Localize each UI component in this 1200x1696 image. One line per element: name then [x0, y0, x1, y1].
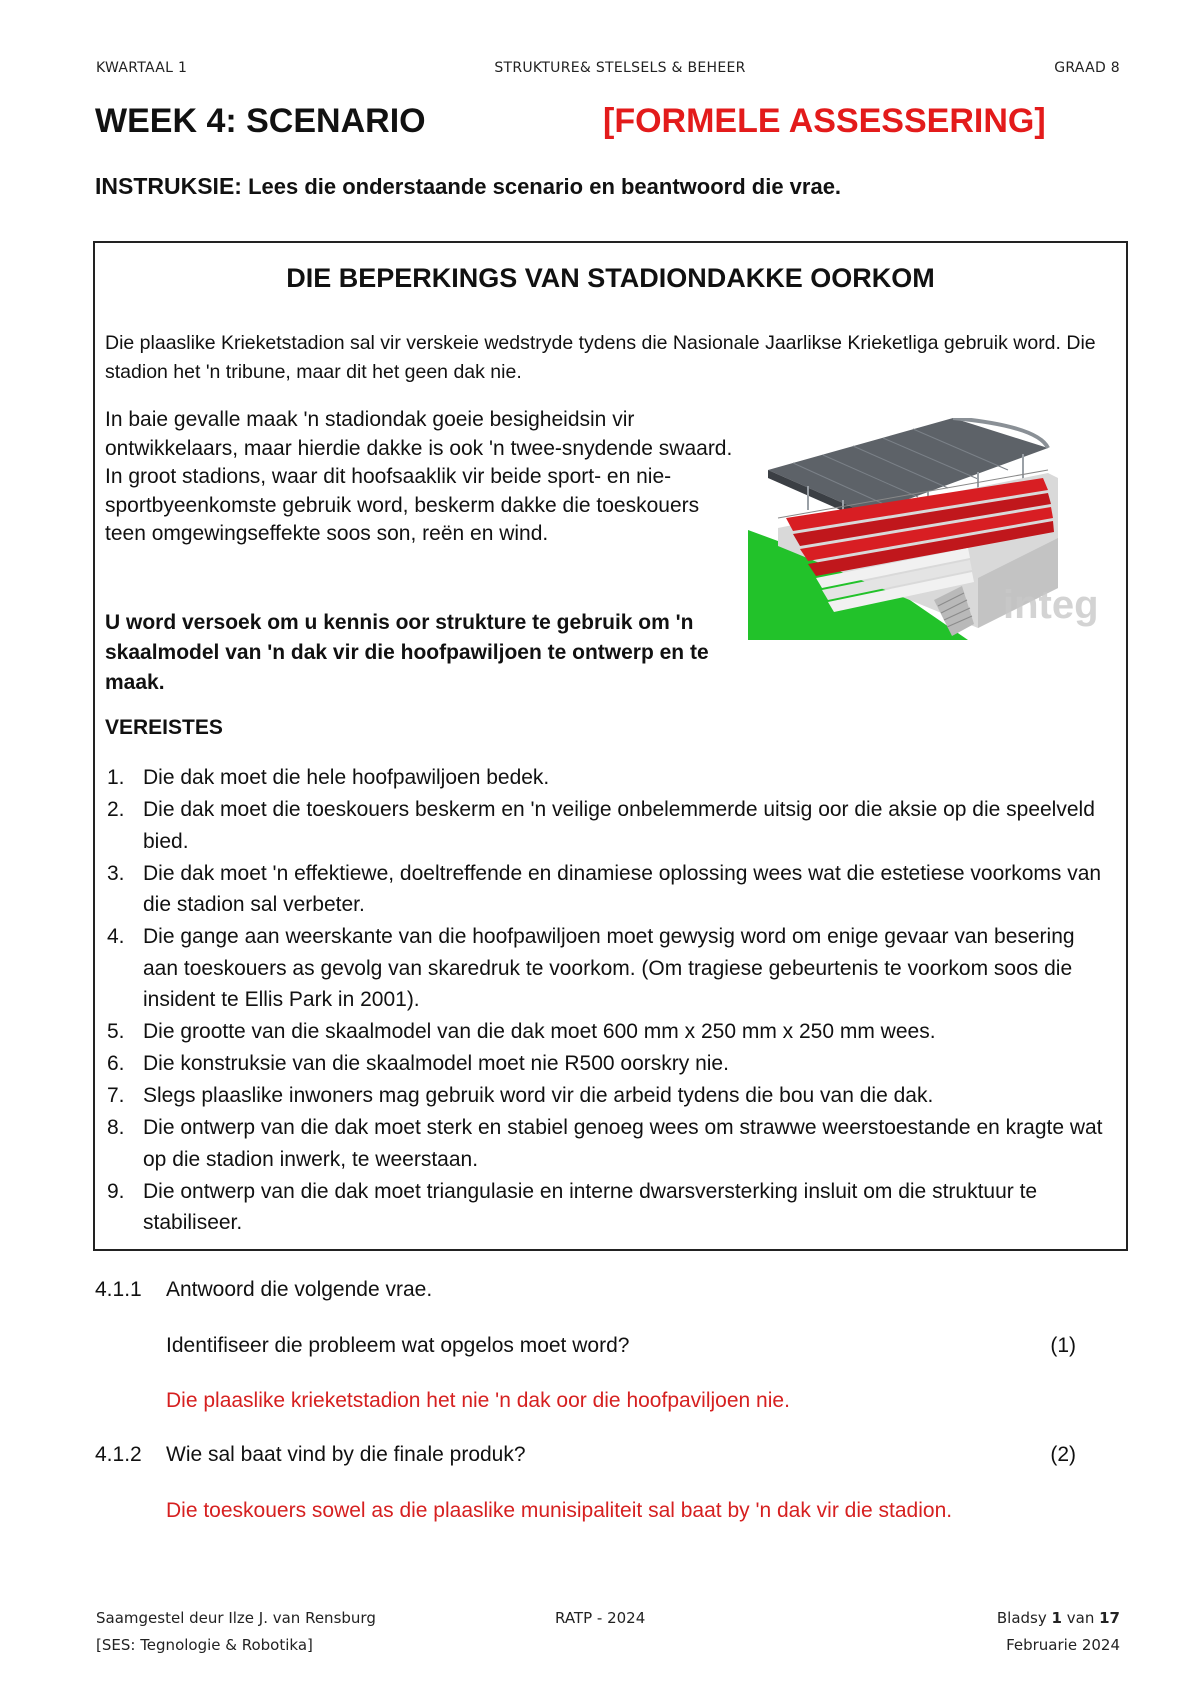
page-title: WEEK 4: SCENARIO — [95, 102, 426, 140]
instruction-lead: INSTRUKSIE: — [95, 173, 242, 199]
footer-dept: [SES: Tegnologie & Robotika] — [96, 1636, 313, 1654]
list-item: 2. Die dak moet die toeskouers beskerm en 'n veilige onbelemmerde uitsig oor die aksie op die speelveld bied. — [107, 798, 1095, 853]
footer-code: RATP - 2024 — [555, 1609, 646, 1627]
question-text-411: Antwoord die volgende vrae. — [166, 1278, 433, 1301]
list-item: 8. Die ontwerp van die dak moet sterk en stabiel genoeg wees om strawwe weerstoestande en kragte wat op die stadion inwerk, te weerstaan. — [107, 1116, 1103, 1171]
list-item: 6. Die konstruksie van die skaalmodel moet nie R500 oorskry nie. — [107, 1052, 729, 1075]
header-quarter: KWARTAAL 1 — [96, 60, 188, 76]
scenario-box — [93, 241, 1128, 1251]
requirements-list — [105, 762, 1115, 1239]
footer-date: Februarie 2024 — [1006, 1636, 1120, 1654]
header-subject: STRUKTURE& STELSELS & BEHEER — [494, 60, 746, 76]
list-item: 1. Die dak moet die hele hoofpawiljoen bedek. — [107, 766, 550, 789]
list-item: 4. Die gange aan weerskante van die hoofpawiljoen moet gewysig word om enige gevaar van besering aan toeskouers as gevolg van skaredruk te voorkom. (Om tragiese gebeurtenis te voorkom soos die insident te Ellis Park in 2001). — [107, 925, 1075, 1011]
header-grade: GRAAD 8 — [1054, 60, 1120, 76]
question-sub-411: Identifiseer die probleem wat opgelos moet word? — [166, 1334, 630, 1357]
scenario-heading: DIE BEPERKINGS VAN STADIONDAKKE OORKOM — [286, 263, 935, 293]
footer-author: Saamgestel deur Ilze J. van Rensburg — [96, 1609, 376, 1627]
assessment-tag: [FORMELE ASSESSERING] — [603, 102, 1046, 140]
footer-page-number: Bladsy 1 van 17 — [996, 1609, 1120, 1627]
question-mark-412: (2) — [1050, 1443, 1076, 1466]
list-item: 3. Die dak moet 'n effektiewe, doeltreffende en dinamiese oplossing wees wat die estetiese voorkoms van die stadion sal verbeter. — [107, 861, 1102, 916]
question-mark-411: (1) — [1050, 1334, 1076, 1357]
list-item: 9. Die ontwerp van die dak moet triangulasie en interne dwarsversterking insluit om die struktuur te stabiliseer. — [107, 1179, 1038, 1234]
stadium-illustration — [748, 418, 1118, 640]
instruction-text: Lees die onderstaande scenario en beantwoord die vrae. — [248, 174, 842, 199]
scenario-task: U word versoek om u kennis oor strukture te gebruik om 'n skaalmodel van 'n dak vir die hoofpawiljoen te ontwerp en te maak. — [105, 611, 709, 694]
answer-412: Die toeskouers sowel as die plaaslike munisipaliteit sal baat by 'n dak vir die stadion. — [166, 1499, 953, 1522]
list-item: 5. Die grootte van die skaalmodel van die dak moet 600 mm x 250 mm x 250 mm wees. — [107, 1020, 936, 1043]
image-watermark: integ — [1003, 583, 1099, 627]
question-text-412: Wie sal baat vind by die finale produk? — [166, 1443, 526, 1466]
scenario-body: In baie gevalle maak 'n stadiondak goeie besigheidsin vir ontwikkelaars, maar hierdie dakke is ook 'n twee-snydende swaard. In groot stadions, waar dit hoofsaaklik vir beide sport- en nie-sportbyeenkomste gebruik word, beskerm dakke die toeskouers teen omgewingseffekte soos son, reën en wind. — [105, 408, 733, 545]
question-number-412: 4.1.2 — [95, 1443, 142, 1466]
scenario-intro: Die plaaslike Krieketstadion sal vir verskeie wedstryde tydens die Nasionale Jaarlikse Krieketliga gebruik word. Die stadion het 'n tribune, maar dit het geen dak nie. — [105, 332, 1096, 383]
answer-411: Die plaaslike krieketstadion het nie 'n dak oor die hoofpaviljoen nie. — [166, 1389, 790, 1412]
requirements-title: VEREISTES — [105, 716, 223, 739]
question-number-411: 4.1.1 — [95, 1278, 142, 1301]
instruction — [95, 173, 841, 200]
list-item: 7. Slegs plaaslike inwoners mag gebruik word vir die arbeid tydens die bou van die dak. — [107, 1084, 934, 1107]
